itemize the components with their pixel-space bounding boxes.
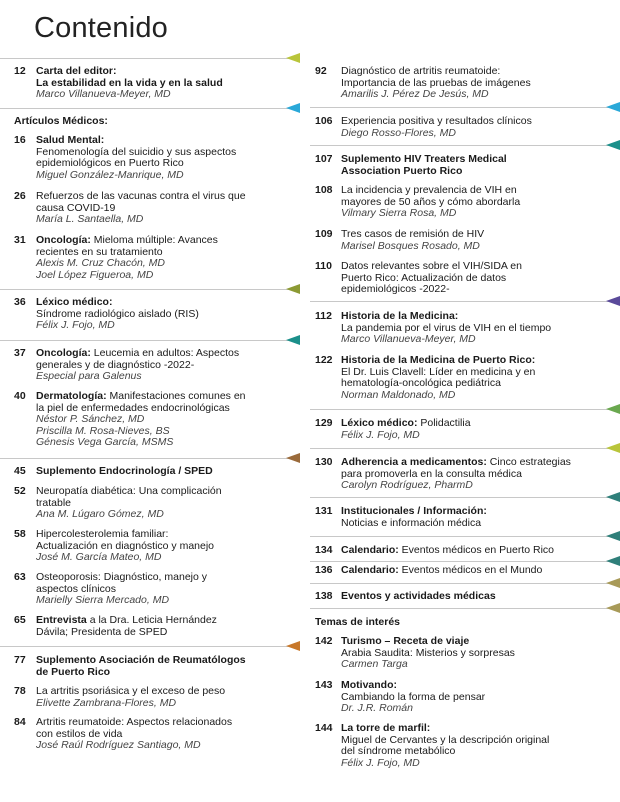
entry-category: Entrevista bbox=[36, 614, 87, 626]
toc-entry-52[interactable] bbox=[14, 486, 288, 521]
entry-title: Hipercolesterolemia familiar: bbox=[36, 528, 169, 540]
entry-author: Génesis Vega García, MSMS bbox=[36, 436, 174, 448]
entry-title: Cinco estrategias bbox=[486, 456, 571, 468]
entry-title: causa COVID-19 bbox=[36, 201, 116, 214]
entry-title: Diagnóstico de artritis reumatoide: bbox=[341, 65, 501, 77]
page-number: 143 bbox=[315, 679, 333, 691]
page-number: 16 bbox=[14, 134, 26, 146]
page-number: 31 bbox=[14, 234, 26, 246]
entry-category: La torre de marfil: bbox=[341, 722, 431, 734]
entry-title: Arabia Saudita: Misterios y sorpresas bbox=[341, 646, 515, 659]
entry-title: Suplemento Endocrinología / SPED bbox=[36, 465, 213, 477]
entry-title: del síndrome metabólico bbox=[341, 745, 456, 757]
entry-title: Noticias e información médica bbox=[341, 516, 482, 529]
entry-title: Importancia de las pruebas de imágenes bbox=[341, 76, 531, 89]
entry-title: Suplemento HIV Treaters Medical bbox=[341, 153, 507, 165]
entry-author: Alexis M. Cruz Chacón, MD bbox=[36, 257, 165, 269]
entry-title: El Dr. Luis Clavell: Líder en medicina y en bbox=[341, 365, 536, 378]
entry-author: Marco Villanueva-Meyer, MD bbox=[36, 88, 171, 100]
page-number: 92 bbox=[315, 65, 327, 77]
toc-entry-142[interactable] bbox=[315, 636, 605, 671]
entry-author: José M. García Mateo, MD bbox=[36, 551, 162, 563]
toc-entry-37[interactable] bbox=[14, 348, 288, 383]
toc-entry-92[interactable] bbox=[315, 66, 605, 101]
entry-author: Vilmary Sierra Rosa, MD bbox=[341, 207, 457, 219]
page-number: 110 bbox=[315, 260, 332, 272]
page-number: 58 bbox=[14, 528, 26, 540]
entry-category: Calendario: bbox=[341, 564, 399, 576]
toc-entry-36[interactable] bbox=[14, 297, 288, 332]
entry-title: Neuropatía diabética: Una complicación bbox=[36, 485, 222, 497]
page-number: 84 bbox=[14, 716, 26, 728]
toc-entry-134[interactable] bbox=[315, 545, 605, 557]
toc-entry-109[interactable] bbox=[315, 229, 605, 252]
entry-author: Félix J. Fojo, MD bbox=[341, 428, 420, 441]
page-number: 78 bbox=[14, 685, 26, 697]
entry-author: Especial para Galenus bbox=[36, 370, 142, 382]
entry-title: Manifestaciones comunes en bbox=[106, 390, 246, 402]
entry-author: María L. Santaella, MD bbox=[36, 213, 144, 225]
page-number: 12 bbox=[14, 65, 26, 77]
entry-category: Calendario: bbox=[341, 544, 399, 556]
toc-entry-84[interactable] bbox=[14, 717, 288, 752]
entry-title: Leucemia en adultos: Aspectos bbox=[90, 347, 240, 359]
entry-title: Association Puerto Rico bbox=[341, 164, 463, 177]
section-heading: Temas de interés bbox=[315, 616, 401, 628]
entry-title: la piel de enfermedades endocrinológicas bbox=[36, 401, 230, 414]
entry-title: Eventos médicos en Puerto Rico bbox=[398, 544, 555, 556]
entry-author: Carolyn Rodríguez, PharmD bbox=[341, 479, 473, 491]
page-number: 136 bbox=[315, 564, 333, 576]
entry-title: La estabilidad en la vida y en la salud bbox=[36, 76, 223, 89]
entry-title: Mieloma múltiple: Avances bbox=[90, 234, 218, 246]
entry-author: Amarilis J. Pérez De Jesús, MD bbox=[341, 88, 489, 100]
toc-entry-112[interactable] bbox=[315, 311, 605, 346]
page-number: 107 bbox=[315, 153, 333, 165]
entry-category: Adherencia a medicamentos: bbox=[341, 456, 487, 468]
entry-category: Oncología: bbox=[36, 347, 91, 359]
entry-category: Oncología: bbox=[36, 234, 91, 246]
entry-category: Historia de la Medicina: bbox=[341, 310, 459, 322]
page-number: 26 bbox=[14, 190, 26, 202]
toc-entry-107[interactable] bbox=[315, 154, 605, 177]
entry-category: Dermatología: bbox=[36, 390, 107, 402]
entry-title: Refuerzos de las vacunas contra el virus que bbox=[36, 190, 246, 202]
page-number: 37 bbox=[14, 347, 26, 359]
toc-entry-110[interactable] bbox=[315, 261, 605, 296]
toc-entry-129[interactable] bbox=[315, 418, 605, 441]
entry-author: Joel López Figueroa, MD bbox=[36, 268, 154, 281]
toc-entry-130[interactable] bbox=[315, 457, 605, 492]
entry-title: Experiencia positiva y resultados clínicos bbox=[341, 115, 532, 127]
toc-entry-77[interactable] bbox=[14, 655, 288, 678]
entry-author: Marisel Bosques Rosado, MD bbox=[341, 239, 480, 252]
entry-title: Polidactilia bbox=[417, 417, 471, 429]
toc-entry-16[interactable] bbox=[14, 135, 288, 181]
entry-title: Puerto Rico: Actualización de datos bbox=[341, 271, 507, 284]
entry-title: Osteoporosis: Diagnóstico, manejo y bbox=[36, 571, 207, 583]
toc-entry-143[interactable] bbox=[315, 680, 605, 715]
entry-author: Norman Maldonado, MD bbox=[341, 388, 456, 401]
entry-author: Priscilla M. Rosa-Nieves, BS bbox=[36, 424, 170, 437]
entry-title: generales y de diagnóstico -2022- bbox=[36, 358, 195, 371]
entry-author: Miguel González-Manrique, MD bbox=[36, 168, 184, 181]
page-number: 144 bbox=[315, 722, 333, 734]
entry-author: José Raúl Rodríguez Santiago, MD bbox=[36, 739, 201, 751]
toc-entry-26[interactable] bbox=[14, 191, 288, 226]
entry-title: Miguel de Cervantes y la descripción original bbox=[341, 733, 550, 746]
page-number: 122 bbox=[315, 354, 333, 366]
entry-author: Marco Villanueva-Meyer, MD bbox=[341, 333, 476, 345]
entry-title: Suplemento Asociación de Reumatólogos bbox=[36, 654, 246, 666]
page-title: Contenido bbox=[34, 12, 169, 44]
entry-author: Dr. J.R. Román bbox=[341, 702, 413, 714]
entry-title: La incidencia y prevalencia de VIH en bbox=[341, 184, 517, 196]
entry-title: La artritis psoriásica y el exceso de peso bbox=[36, 685, 226, 697]
toc-entry-40[interactable] bbox=[14, 391, 288, 449]
entry-author: Ana M. Lúgaro Gómez, MD bbox=[36, 508, 164, 520]
toc-entry-31[interactable] bbox=[14, 235, 288, 281]
page-number: 130 bbox=[315, 456, 333, 468]
toc-entry-65[interactable] bbox=[14, 615, 288, 638]
entry-author: Marielly Sierra Mercado, MD bbox=[36, 594, 170, 606]
entry-title: Carta del editor: bbox=[36, 65, 117, 77]
entry-author: Elivette Zambrana-Flores, MD bbox=[36, 696, 177, 709]
entry-title: hematología-oncológica pediátrica bbox=[341, 377, 501, 389]
entry-title: Eventos y actividades médicas bbox=[341, 590, 496, 602]
page-number: 106 bbox=[315, 115, 333, 127]
page-number: 109 bbox=[315, 228, 333, 240]
entry-title: epidemiológicos -2022- bbox=[341, 283, 450, 295]
entry-title: Artritis reumatoide: Aspectos relacionados bbox=[36, 716, 233, 728]
section-heading: Artículos Médicos: bbox=[14, 115, 108, 127]
entry-category: Historia de la Medicina de Puerto Rico: bbox=[341, 354, 536, 366]
entry-title: Dávila; Presidenta de SPED bbox=[36, 625, 168, 638]
page-number: 131 bbox=[315, 505, 333, 517]
entry-author: Diego Rosso-Flores, MD bbox=[341, 126, 456, 139]
page-number: 138 bbox=[315, 590, 333, 602]
entry-title: La pandemia por el virus de VIH en el tiempo bbox=[341, 321, 552, 334]
page-number: 36 bbox=[14, 296, 26, 308]
entry-title: de Puerto Rico bbox=[36, 665, 111, 678]
page-number: 40 bbox=[14, 390, 26, 402]
toc-entry-131[interactable] bbox=[315, 506, 605, 529]
entry-title: Actualización en diagnóstico y manejo bbox=[36, 539, 215, 552]
entry-title: Fenomenología del suicidio y sus aspectos bbox=[36, 145, 237, 158]
toc-entry-106[interactable] bbox=[315, 116, 605, 139]
entry-author: Néstor P. Sánchez, MD bbox=[36, 413, 145, 425]
entry-title: Datos relevantes sobre el VIH/SIDA en bbox=[341, 260, 522, 272]
toc-entry-78[interactable] bbox=[14, 686, 288, 709]
toc-entry-45[interactable] bbox=[14, 466, 288, 478]
page-number: 65 bbox=[14, 614, 26, 626]
entry-title: epidemiológicos en Puerto Rico bbox=[36, 157, 184, 169]
entry-category: Léxico médico: bbox=[36, 296, 113, 308]
entry-title: Tres casos de remisión de HIV bbox=[341, 228, 485, 240]
page-number: 142 bbox=[315, 635, 333, 647]
entry-category: Léxico médico: bbox=[341, 417, 418, 429]
entry-title: Cambiando la forma de pensar bbox=[341, 690, 486, 703]
page-number: 134 bbox=[315, 544, 333, 556]
page-number: 77 bbox=[14, 654, 26, 666]
entry-title: a la Dra. Leticia Hernández bbox=[86, 614, 217, 626]
toc-entry-63[interactable] bbox=[14, 572, 288, 607]
entry-title: Eventos médicos en el Mundo bbox=[398, 564, 543, 576]
entry-title: aspectos clínicos bbox=[36, 582, 116, 595]
entry-title: Salud Mental: bbox=[36, 134, 105, 146]
entry-author: Félix J. Fojo, MD bbox=[341, 756, 420, 769]
entry-title: para promoverla en la consulta médica bbox=[341, 467, 522, 480]
entry-category: Institucionales / Información: bbox=[341, 505, 487, 517]
page-number: 45 bbox=[14, 465, 26, 477]
page-number: 63 bbox=[14, 571, 26, 583]
entry-title: Síndrome radiológico aislado (RIS) bbox=[36, 307, 199, 320]
entry-title: con estilos de vida bbox=[36, 727, 123, 740]
entry-category: Turismo – Receta de viaje bbox=[341, 635, 470, 647]
entry-author: Félix J. Fojo, MD bbox=[36, 319, 115, 331]
toc-entry-138[interactable] bbox=[315, 591, 605, 603]
entry-title: recientes en su tratamiento bbox=[36, 245, 163, 258]
toc-entry-12[interactable] bbox=[14, 66, 288, 101]
toc-entry-108[interactable] bbox=[315, 185, 605, 220]
toc-entry-136[interactable] bbox=[315, 565, 605, 577]
page-number: 52 bbox=[14, 485, 26, 497]
entry-title: tratable bbox=[36, 496, 72, 509]
page-number: 129 bbox=[315, 417, 333, 429]
entry-author: Carmen Targa bbox=[341, 658, 408, 670]
toc-entry-122[interactable] bbox=[315, 355, 605, 401]
entry-title: mayores de 50 años y cómo abordarla bbox=[341, 195, 521, 208]
toc-entry-144[interactable] bbox=[315, 723, 605, 769]
page-number: 112 bbox=[315, 310, 332, 322]
page-number: 108 bbox=[315, 184, 333, 196]
entry-category: Motivando: bbox=[341, 679, 397, 691]
toc-entry-58[interactable] bbox=[14, 529, 288, 564]
